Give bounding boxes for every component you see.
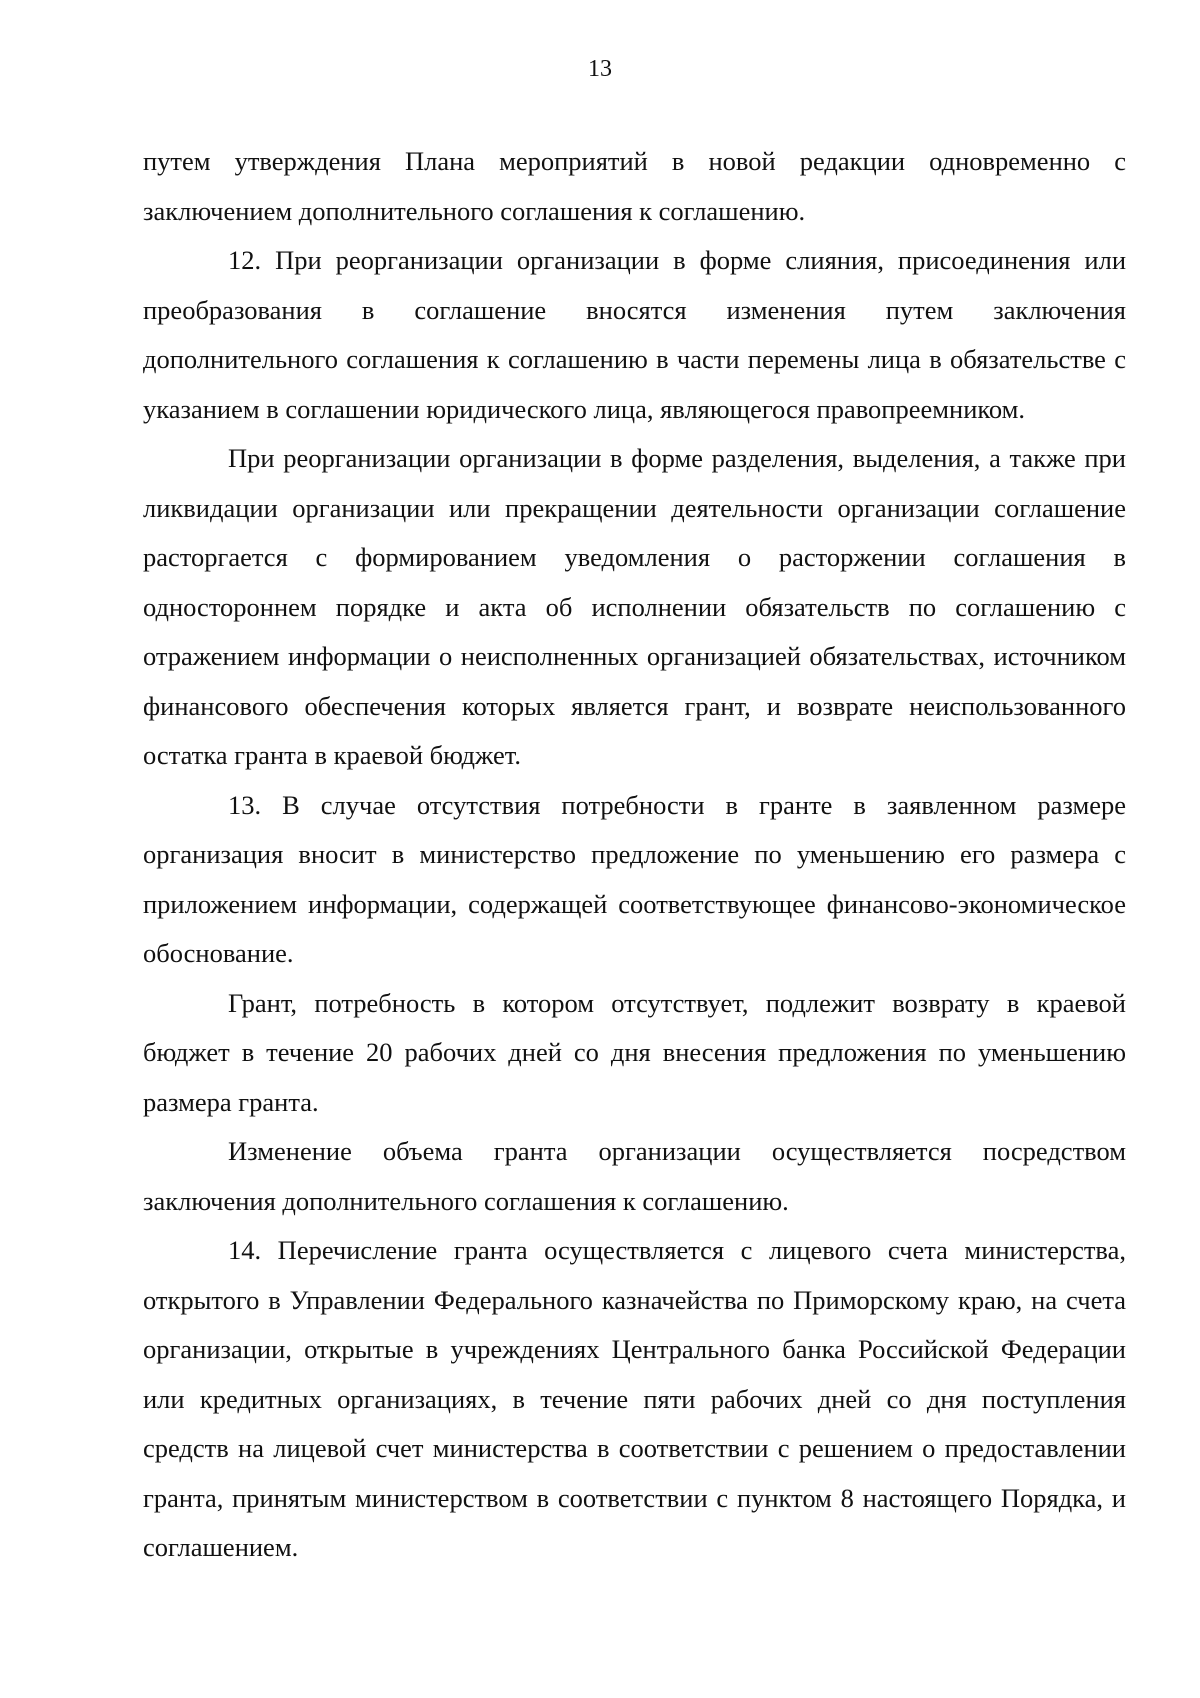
paragraph-reorganization-termination: При реорганизации организации в форме разделения, выделения, а также при ликвидации организации или прекращении деятельности организации соглашение расторгается с формированием уведомления о расторжении соглашения в одностороннем порядке и акта об исполнении обязательств по соглашению с отражением информации о неисполненных организацией обязательствах, источником финансового обеспечения которых является грант, и возврате неиспользованного остатка гранта в краевой бюджет. (143, 443, 1126, 770)
paragraph-item-14: 14. Перечисление гранта осуществляется с лицевого счета министерства, открытого в Управлении Федерального казначейства по Приморскому краю, на счета организации, открытые в учреждениях Центрального банка Российской Федерации или кредитных организациях, в течение пяти рабочих дней со дня поступления средств на лицевой счет министерства в соответствии с решением о предоставлении гранта, принятым министерством в соответствии с пунктом 8 настоящего Порядка, и соглашением. (143, 1235, 1126, 1562)
paragraph-item-12: 12. При реорганизации организации в форме слияния, присоединения или преобразования в соглашение вносятся изменения путем заключения дополнительного соглашения к соглашению в части перемены лица в обязательстве с указанием в соглашении юридического лица, являющегося правопреемником. (143, 245, 1126, 424)
paragraph-item-13: 13. В случае отсутствия потребности в гранте в заявленном размере организация вносит в министерство предложение по уменьшению его размера с приложением информации, содержащей соответствующее финансово-экономическое обоснование. (143, 789, 1126, 968)
paragraph-grant-return: Грант, потребность в котором отсутствует, подлежит возврату в краевой бюджет в течение 20 рабочих дней со дня внесения предложения по уменьшению размера гранта. (143, 987, 1126, 1117)
paragraph-continuation: путем утверждения Плана мероприятий в новой редакции одновременно с заключением дополнительного соглашения к соглашению. (143, 146, 1126, 226)
page-number: 13 (588, 56, 612, 82)
paragraph-grant-volume-change: Изменение объема гранта организации осуществляется посредством заключения дополнительного соглашения к соглашению. (143, 1136, 1126, 1216)
document-body (143, 137, 1126, 1573)
